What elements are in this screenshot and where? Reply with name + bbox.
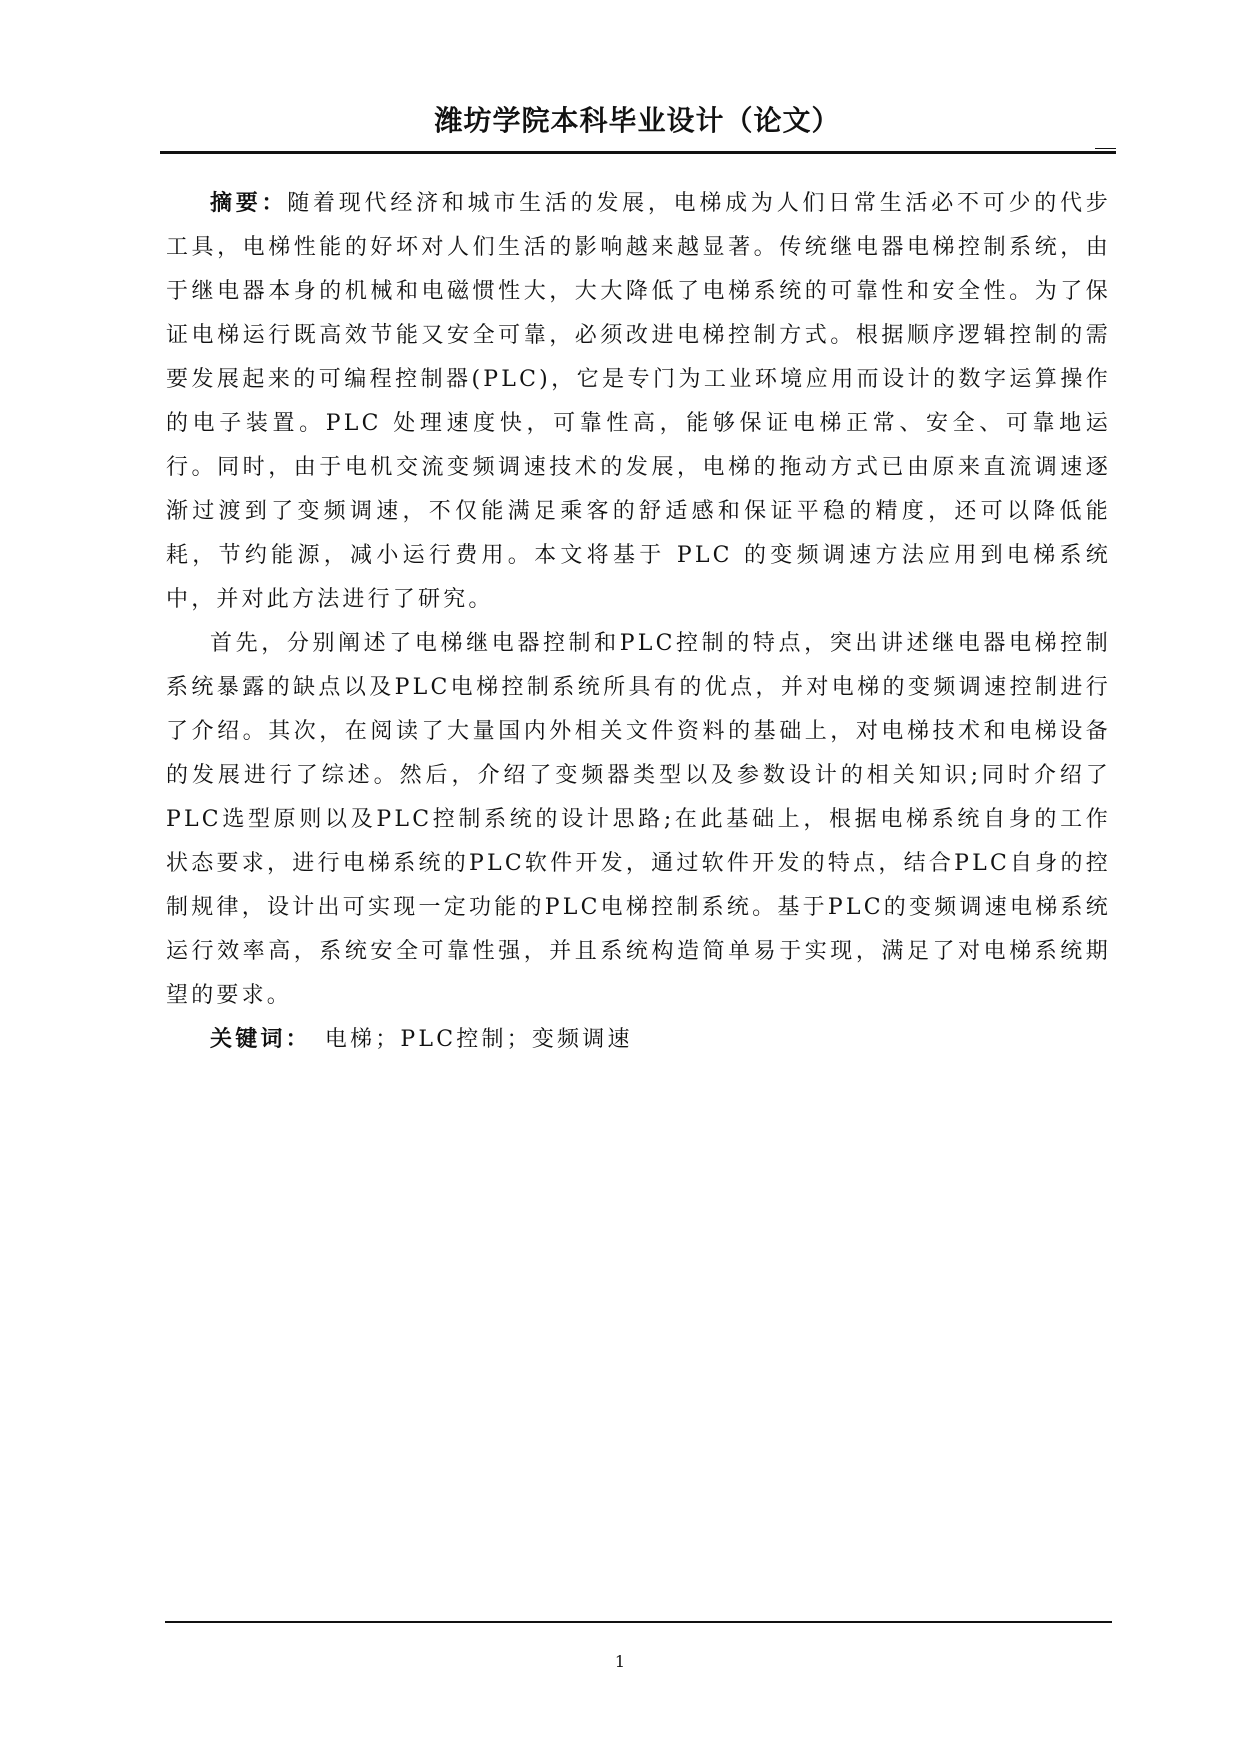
abstract-label: 摘要： bbox=[210, 191, 288, 216]
abstract-paragraph-1 bbox=[166, 182, 1111, 622]
page-number: 1 bbox=[614, 1652, 626, 1671]
header-rule-thin bbox=[1095, 148, 1116, 149]
abstract-section bbox=[166, 182, 1111, 1062]
header-rule bbox=[160, 151, 1116, 154]
footer-rule bbox=[165, 1621, 1112, 1623]
keywords-line bbox=[166, 1018, 1111, 1062]
page-header-title: 潍坊学院本科毕业设计（论文） bbox=[434, 104, 841, 137]
abstract-paragraph-1-text: 随着现代经济和城市生活的发展，电梯成为人们日常生活必不可少的代步工具，电梯性能的好坏对人们生活的影响越来越显著。传统继电器电梯控制系统，由于继电器本身的机械和电磁惯性大，大大降低了电梯系统的可靠性和安全性。为了保证电梯运行既高效节能又安全可靠，必须改进电梯控制方式。根据顺序逻辑控制的需要发展起来的可编程控制器(PLC)，它是专门为工业环境应用而设计的数字运算操作的电子装置。PLC 处理速度快，可靠性高，能够保证电梯正常、安全、可靠地运行。同时，由于电机交流变频调速技术的发展，电梯的拖动方式已由原来直流调速逐渐过渡到了变频调速，不仅能满足乘客的舒适感和保证平稳的精度，还可以降低能耗，节约能源，减小运行费用。本文将基于 PLC 的变频调速方法应用到电梯系统中，并对此方法进行了研究。 bbox=[166, 191, 1111, 612]
keywords-label: 关键词： bbox=[210, 1027, 311, 1052]
abstract-paragraph-2: 首先，分别阐述了电梯继电器控制和PLC控制的特点，突出讲述继电器电梯控制系统暴露的缺点以及PLC电梯控制系统所具有的优点，并对电梯的变频调速控制进行了介绍。其次，在阅读了大量国内外相关文件资料的基础上，对电梯技术和电梯设备的发展进行了综述。然后，介绍了变频器类型以及参数设计的相关知识;同时介绍了PLC选型原则以及PLC控制系统的设计思路;在此基础上，根据电梯系统自身的工作状态要求，进行电梯系统的PLC软件开发，通过软件开发的特点，结合PLC自身的控制规律，设计出可实现一定功能的PLC电梯控制系统。基于PLC的变频调速电梯系统运行效率高，系统安全可靠性强，并且系统构造简单易于实现，满足了对电梯系统期望的要求。 bbox=[166, 631, 1111, 1008]
keywords-value: 电梯；PLC控制；变频调速 bbox=[324, 1027, 633, 1052]
